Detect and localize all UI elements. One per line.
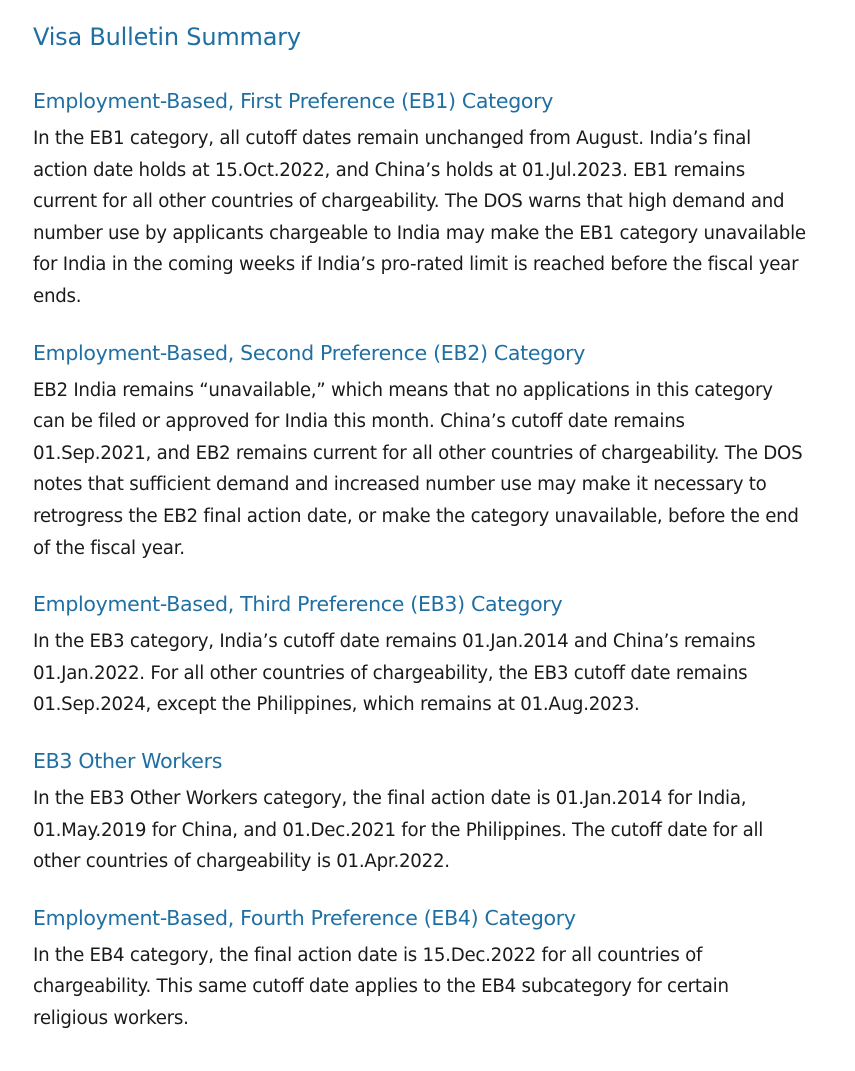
page-title: Visa Bulletin Summary <box>33 23 301 51</box>
section-eb3 <box>33 590 807 721</box>
section-paragraph: In the EB1 category, all cutoff dates remain unchanged from August. India’s final action date holds at 15.Oct.2022, and China’s holds at 01.Jul.2023. EB1 remains current for all other countries of chargeability. The DOS warns that high demand and number use by applicants chargeable to India may make the EB1 category unavailable for India in the coming weeks if India’s pro-rated limit is reached before the fiscal year ends. <box>33 128 806 307</box>
section-paragraph: In the EB4 category, the final action date is 15.Dec.2022 for all countries of chargeability. This same cutoff date applies to the EB4 subcategory for certain religious workers. <box>33 944 729 1029</box>
section-heading: Employment-Based, Third Preference (EB3) Category <box>33 592 563 617</box>
section-paragraph: EB2 India remains “unavailable,” which means that no applications in this category can be filed or approved for India this month. China’s cutoff date remains 01.Sep.2021, and EB2 remains current for all other countries of chargeability. The DOS notes that sufficient demand and increased number use may make it necessary to retrogress the EB2 final action date, or make the category unavailable, before the end of the fiscal year. <box>33 379 803 559</box>
section-paragraph: In the EB3 Other Workers category, the final action date is 01.Jan.2014 for India, 01.May.2019 for China, and 01.Dec.2021 for the Philippines. The cutoff date for all other countries of chargeability is 01.Apr.2022. <box>33 787 764 873</box>
section-heading: Employment-Based, Second Preference (EB2) Category <box>33 340 586 365</box>
section-eb3-other-workers <box>33 747 807 878</box>
section-eb4 <box>33 904 807 1035</box>
section-heading: Employment-Based, First Preference (EB1) Category <box>33 89 554 113</box>
section-eb2 <box>33 339 807 565</box>
section-paragraph: In the EB3 category, India’s cutoff date remains 01.Jan.2014 and China’s remains 01.Jan.2022. For all other countries of chargeability, the EB3 cutoff date remains 01.Sep.2024, except the Philippines, which remains at 01.Aug.2023. <box>33 631 756 716</box>
section-heading: Employment-Based, Fourth Preference (EB4) Category <box>33 905 576 930</box>
section-heading: EB3 Other Workers <box>33 748 223 773</box>
section-eb1 <box>33 87 807 313</box>
